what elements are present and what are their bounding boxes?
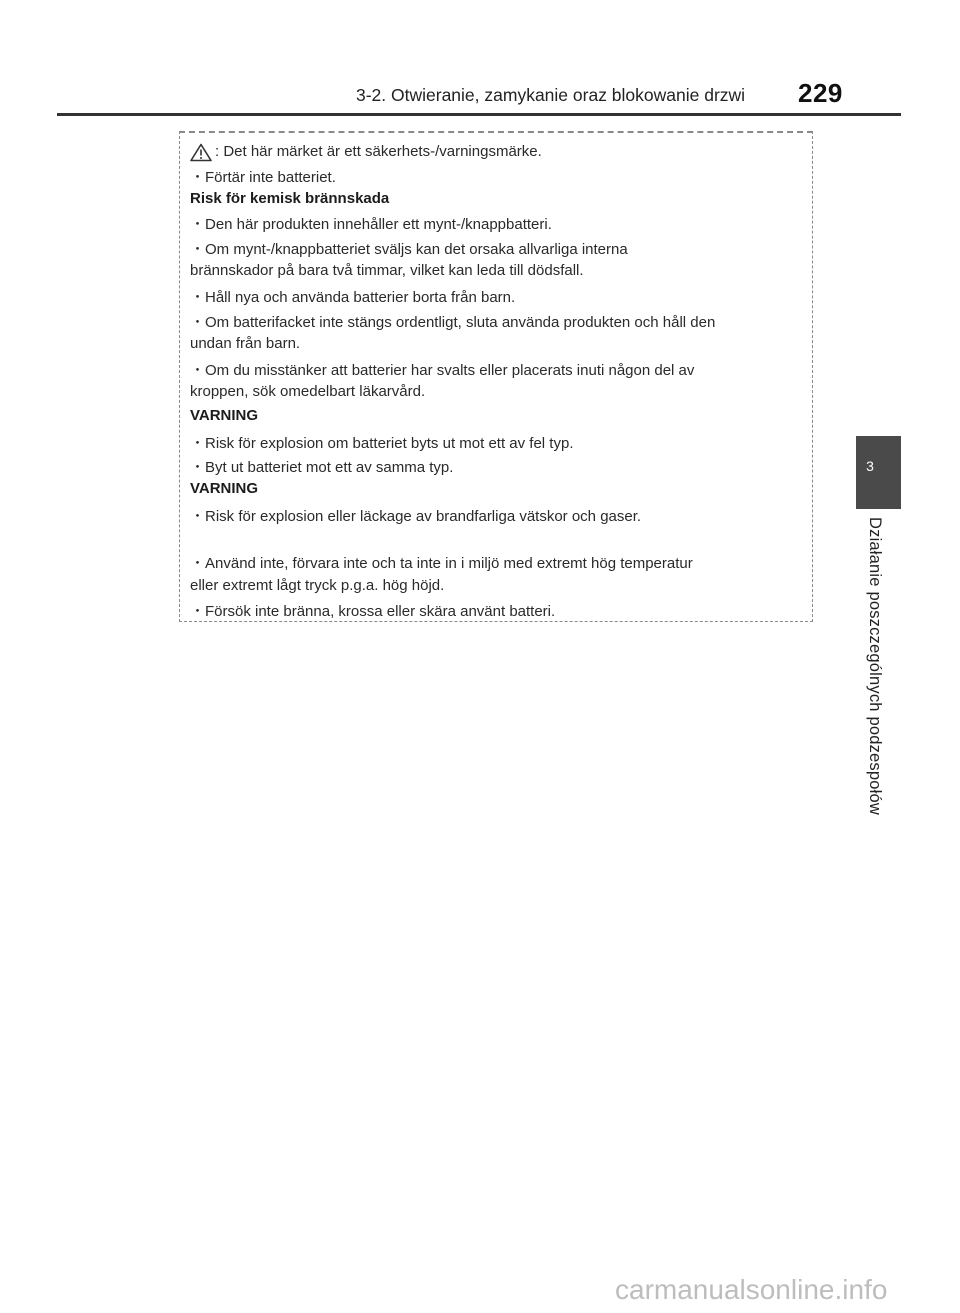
warning-line: eller extremt lågt tryck p.g.a. hög höjd.	[190, 577, 445, 594]
page-number: 229	[798, 78, 843, 108]
watermark: carmanualsonline.info	[615, 1274, 888, 1305]
warning-line: brännskador på bara två timmar, vilket kan leda till dödsfall.	[190, 262, 584, 279]
warning-line: ・Använd inte, förvara inte och ta inte in i miljö med extremt hög temperatur	[190, 555, 693, 572]
header-divider	[57, 113, 901, 116]
warning-heading: Risk för kemisk brännskada	[190, 190, 390, 207]
warning-triangle-icon	[190, 143, 212, 162]
warning-line: undan från barn.	[190, 335, 301, 352]
warning-heading: VARNING	[190, 480, 259, 497]
warning-line: ・Om du misstänker att batterier har svalts eller placerats inuti någon del av	[190, 362, 695, 379]
section-title: 3-2. Otwieranie, zamykanie oraz blokowanie drzwi	[356, 85, 746, 105]
warning-line: ・Om batterifacket inte stängs ordentligt, sluta använda produkten och håll den	[190, 314, 716, 331]
warning-heading: VARNING	[190, 407, 259, 424]
warning-line: ・Förtär inte batteriet.	[190, 169, 336, 186]
warning-line: ・Försök inte bränna, krossa eller skära använt batteri.	[190, 603, 556, 620]
warning-line: ・Risk för explosion eller läckage av brandfarliga vätskor och gaser.	[190, 508, 642, 525]
warning-line: ・Risk för explosion om batteriet byts ut mot ett av fel typ.	[190, 435, 574, 452]
chapter-tab	[856, 436, 901, 509]
warning-line: ・Byt ut batteriet mot ett av samma typ.	[190, 459, 454, 476]
warning-line: ・Håll nya och använda batterier borta från barn.	[190, 289, 516, 306]
warning-line: ・Om mynt-/knappbatteriet sväljs kan det orsaka allvarliga interna	[190, 241, 628, 258]
chapter-number: 3	[866, 458, 874, 474]
warning-line: kroppen, sök omedelbart läkarvård.	[190, 383, 426, 400]
chapter-title: Działanie poszczególnych podzespołów	[866, 517, 884, 815]
warning-symbol-line	[190, 141, 542, 160]
warning-symbol-text: : Det här märket är ett säkerhets-/varningsmärke.	[215, 143, 542, 160]
warning-line: ・Den här produkten innehåller ett mynt-/knappbatteri.	[190, 216, 552, 233]
